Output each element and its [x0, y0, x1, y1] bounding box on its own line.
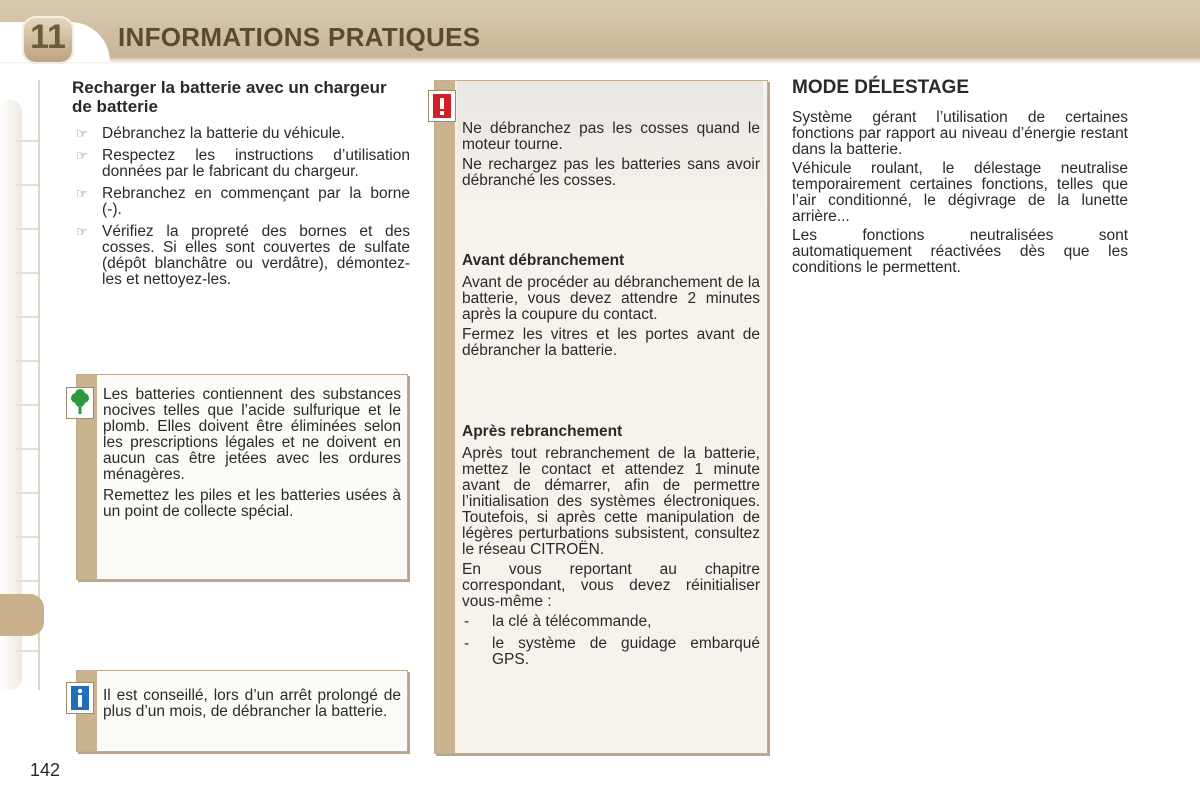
info-icon	[66, 682, 94, 714]
header-shadow	[0, 58, 1200, 64]
charger-steps-list	[74, 126, 410, 294]
note-paragraph: Les batteries contiennent des substances nocives telles que l’acide sulfurique et le plomb. Elles doivent être éliminées selon les prescriptions légales et ne doivent en aucun cas être jetées avec les ordures ménagères.	[103, 386, 401, 483]
list-item: ☞ Débranchez la batterie du véhicule.	[74, 126, 410, 142]
chapter-number: 11	[30, 18, 66, 56]
info-note-text: Il est conseillé, lors d’un arrêt prolongé de plus d’un mois, de débrancher la batterie.	[103, 687, 401, 720]
info-note-box	[76, 670, 408, 752]
after-heading: Après rebranchement	[462, 423, 623, 440]
section-paragraph: Avant de procéder au débranchement de la batterie, vous devez attendre 2 minutes après la coupure du contact.	[462, 274, 760, 323]
environment-note-text	[103, 387, 401, 525]
environment-note-box	[76, 374, 408, 580]
before-disconnect-section	[462, 253, 760, 363]
reinit-list	[462, 614, 760, 668]
section-heading-charger: Recharger la batterie avec un chargeur de batterie	[72, 78, 387, 116]
before-heading: Avant débranchement	[462, 252, 625, 269]
list-item: - la clé à télécommande,	[462, 614, 760, 630]
section-heading-load-shedding: MODE DÉLESTAGE	[792, 77, 969, 98]
after-reconnect-section	[462, 424, 760, 674]
page-title: INFORMATIONS PRATIQUES	[118, 22, 481, 52]
section-paragraph: Véhicule roulant, le délestage neutralise temporairement certaines fonctions, telles que l’air conditionné, le dégivrage de la lunette arrière...	[792, 160, 1128, 225]
warning-line: Ne rechargez pas les batteries sans avoir débranché les cosses.	[462, 156, 760, 189]
page-number: 142	[30, 760, 61, 780]
section-paragraph: Système gérant l’utilisation de certaines fonctions par rapport au niveau d’énergie restant dans la batterie.	[792, 109, 1128, 158]
section-paragraph: Fermez les vitres et les portes avant de débrancher la batterie.	[462, 326, 760, 359]
list-item: - le système de guidage embarqué GPS.	[462, 636, 760, 668]
warning-icon	[428, 90, 456, 122]
section-paragraph: Après tout rebranchement de la batterie, mettez le contact et attendez 1 minute avant de démarrer, afin de permettre l’initialisation des systèmes électroniques. Toutefois, si après cette manipulation de légères perturbations subsistent, consultez le réseau CITROËN.	[462, 445, 760, 558]
tree-icon	[66, 387, 94, 419]
list-item: ☞ Respectez les instructions d’utilisation données par le fabricant du chargeur.	[74, 148, 410, 180]
list-item: ☞ Vérifiez la propreté des bornes et des cosses. Si elles sont couvertes de sulfate (dépôt blanchâtre ou verdâtre), démontez-les et nettoyez-les.	[74, 224, 410, 288]
load-shedding-text	[792, 110, 1128, 279]
warning-text	[462, 121, 760, 193]
note-paragraph: Remettez les piles et les batteries usées à un point de collecte spécial.	[103, 487, 401, 520]
active-chapter-tab	[0, 594, 44, 636]
section-paragraph: Les fonctions neutralisées sont automatiquement réactivées dès que les conditions le permettent.	[792, 227, 1128, 276]
box-stripe	[435, 81, 455, 753]
section-paragraph: En vous reportant au chapitre correspondant, vous devez réinitialiser vous-même :	[462, 561, 760, 610]
warning-line: Ne débranchez pas les cosses quand le moteur tourne.	[462, 120, 760, 153]
list-item: ☞ Rebranchez en commençant par la borne (-).	[74, 186, 410, 218]
